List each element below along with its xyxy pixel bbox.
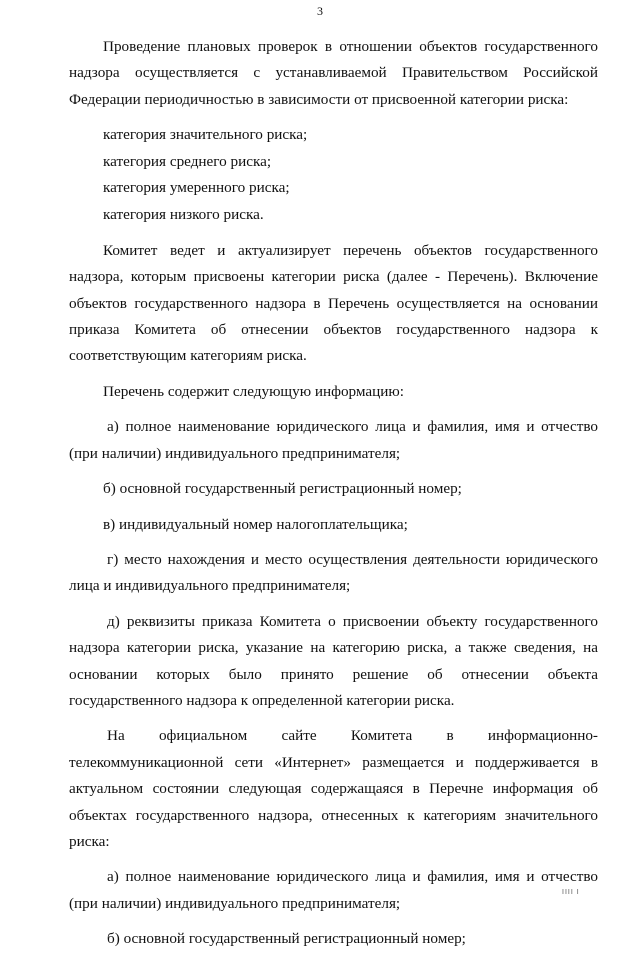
list-item-a-website: а) полное наименование юридического лица и фамилия, имя и отчество (при наличии) индивидуального предпринимателя;: [69, 868, 598, 912]
list-item-risk-significant: категория значительного риска;: [103, 126, 308, 144]
paragraph-intro: Проведение плановых проверок в отношении объектов государственного надзора осуществляется с устанавливаемой Правительством Российской Федерации периодичностью в зависимости от присвоенной категории риска:: [69, 38, 598, 108]
footer-mark: ІІІІ І: [562, 889, 580, 896]
page-number: 3: [317, 4, 323, 18]
list-item-b: б) основной государственный регистрационный номер;: [103, 480, 462, 498]
list-item-e: д) реквизиты приказа Комитета о присвоении объекту государственного надзора категории риска, указание на категорию риска, а также сведения, на основании которых было принято решение об отнесении объекта государственного надзора к определенной категории риска.: [69, 612, 598, 709]
list-item-b-website: б) основной государственный регистрационный номер;: [107, 930, 466, 948]
paragraph-committee-list: Комитет ведет и актуализирует перечень объектов государственного надзора, которым присвоены категории риска (далее - Перечень). Включение объектов государственного надзора в Перечень осуществляется на основании приказа Комитета об отнесении объектов государственного надзора к соответствующим категориям риска.: [69, 241, 598, 365]
list-item-d: г) место нахождения и место осуществления деятельности юридического лица и индивидуального предпринимателя;: [69, 550, 598, 595]
list-item-c: в) индивидуальный номер налогоплательщика;: [103, 515, 408, 533]
document-body: [69, 34, 598, 962]
list-item-risk-moderate: категория умеренного риска;: [103, 179, 290, 197]
list-item-risk-low: категория низкого риска.: [103, 206, 264, 224]
list-item-a: а) полное наименование юридического лица и фамилия, имя и отчество (при наличии) индивидуального предпринимателя;: [69, 418, 598, 462]
paragraph-list-contents: Перечень содержит следующую информацию:: [103, 382, 404, 400]
list-item-risk-medium: категория среднего риска;: [103, 152, 272, 170]
paragraph-website: На официальном сайте Комитета в информационно-телекоммуникационной сети «Интернет» размещается и поддерживается в актуальном состоянии следующая содержащаяся в Перечне информация об объектах государственного надзора, отнесенных к категориям значительного риска:: [69, 727, 598, 850]
